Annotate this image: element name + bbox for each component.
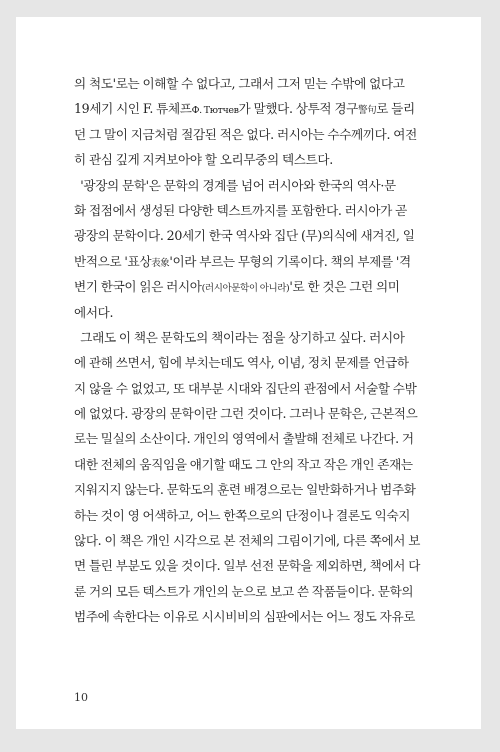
text-line: 대한 전체의 움직임을 얘기할 때도 그 안의 작고 작은 개인 존재는 [74, 456, 413, 472]
text-line: 범주에 속한다는 이유로 시시비비의 심판에서는 어느 정도 자유로 [74, 609, 416, 625]
text-line [74, 249, 444, 274]
text-line: 로는 밀실의 소산이다. 개인의 영역에서 출발해 전체로 나간다. 거 [74, 431, 414, 447]
page-number: 10 [74, 691, 88, 704]
text-run: 변기 한국이 읽은 러시아 [74, 279, 202, 295]
text-line: 에 관해 쓰면서, 힘에 부치는데도 역사, 이념, 정치 문제를 언급하 [74, 355, 409, 371]
book-page [16, 17, 481, 729]
text-line: 의 척도'로는 이해할 수 없다고, 그래서 그저 믿는 수밖에 없다고 [74, 76, 405, 91]
text-line [74, 96, 444, 121]
text-line [74, 274, 444, 299]
annotation-aside: (러시아문학이 아니라) [201, 283, 290, 295]
text-run: '이라 부르는 무형의 기록이다. 책의 부제를 '격 [169, 253, 411, 269]
text-run: 반적으로 '표상 [74, 253, 152, 269]
text-run: 19세기 시인 F. 튜체프 [74, 101, 192, 117]
text-line: 던 그 말이 지금처럼 절감된 적은 없다. 러시아는 수수께끼다. 여전 [74, 126, 417, 142]
text-line: 하는 것이 영 어색하고, 어느 한쪽으로의 단정이나 결론도 익숙지 [74, 507, 411, 523]
text-run: 로 들리 [376, 101, 415, 117]
text-line: 광장의 문학이다. 20세기 한국 역사와 집단 (무)의식에 새겨진, 일 [74, 228, 415, 244]
annotation-hanja: 警句 [357, 105, 377, 117]
text-run: 가 말했다. 상투적 경구 [238, 101, 358, 117]
text-line: 면 틀린 부분도 있을 것이다. 일부 선전 문학을 제외하면, 책에서 다 [74, 558, 421, 574]
text-line: 지 않을 수 없었고, 또 대부분 시대와 집단의 관점에서 서술할 수밖 [74, 380, 417, 396]
text-line: 않다. 이 책은 개인 시각으로 본 전체의 그림이기에, 다른 쪽에서 보 [74, 533, 421, 549]
body-text [74, 71, 444, 630]
text-line: 그래도 이 책은 문학도의 책이라는 점을 상기하고 싶다. 러시아 [74, 329, 405, 345]
text-line: 지워지지 않는다. 문학도의 훈련 배경으로는 일반화하거나 범주화 [74, 482, 416, 498]
text-run: '로 한 것은 그런 의미 [289, 279, 400, 295]
text-line: 화 접점에서 생성된 다양한 텍스트까지를 포함한다. 러시아가 곧 [74, 202, 407, 218]
text-line: 룬 거의 모든 텍스트가 개인의 눈으로 보고 쓴 작품들이다. 문학의 [74, 583, 414, 599]
text-line: 에서다. [74, 304, 114, 320]
annotation-hanja: 表象 [151, 257, 170, 269]
annotation-russian: Ф. Тютчев [191, 105, 239, 117]
text-line: '광장의 문학'은 문학의 경계를 넘어 러시아와 한국의 역사·문 [74, 177, 396, 193]
text-line: 에 없었다. 광장의 문학이란 그런 것이다. 그러나 문학은, 근본적으 [74, 406, 418, 422]
text-line: 히 관심 깊게 지켜보아야 할 오리무중의 텍스트다. [74, 152, 333, 168]
